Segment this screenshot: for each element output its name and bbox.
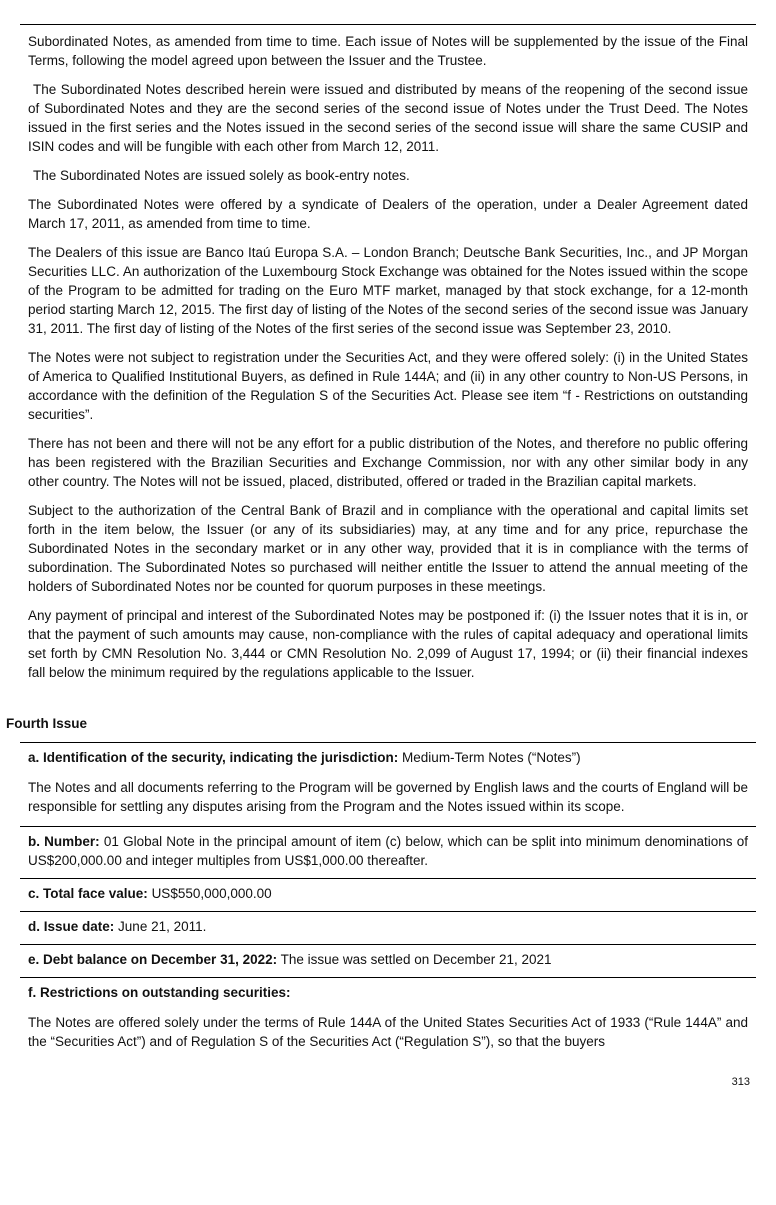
item-row-d xyxy=(20,911,756,944)
paragraph: The Subordinated Notes described herein were issued and distributed by means of the reopening of the second issue of Subordinated Notes and they are the second series of the second issue of Notes under the Trust Deed. The Notes issued in the first series and the Notes issued in the second series of the second issue will share the same CUSIP and ISIN codes and will be fungible with each other from March 12, 2011. xyxy=(28,82,748,154)
item-value: US$550,000,000.00 xyxy=(151,886,272,901)
document-body xyxy=(20,24,756,682)
item-row-b xyxy=(20,826,756,878)
item-value: June 21, 2011. xyxy=(118,919,207,934)
item-label: e. Debt balance on December 31, 2022: xyxy=(28,952,278,967)
paragraph: The Subordinated Notes are issued solely as book-entry notes. xyxy=(33,168,410,183)
page-number: 313 xyxy=(731,1076,750,1088)
item-body: The Notes are offered solely under the terms of Rule 144A of the United States Securities Act of 1933 (“Rule 144A” and the “Securities Act”) and of Regulation S of the Securities Act (“Regulation S”), so that the buyers xyxy=(28,1015,748,1049)
item-label: c. Total face value: xyxy=(28,886,148,901)
paragraph: Subject to the authorization of the Central Bank of Brazil and in compliance with the operational and capital limits set forth in the item below, the Issuer (or any of its subsidiaries) may, at any time and for any price, repurchase the Subordinated Notes in the secondary market or in any other way, provided that it is in compliance with the terms of subordination. The Subordinated Notes so purchased will neither entitle the Issuer to attend the annual meeting of the holders of Subordinated Notes nor be counted for quorum purposes in these meetings. xyxy=(28,503,748,594)
item-label: a. Identification of the security, indicating the jurisdiction: xyxy=(28,750,399,765)
item-value: Medium-Term Notes (“Notes”) xyxy=(402,750,581,765)
item-line xyxy=(28,917,748,936)
paragraph: Subordinated Notes, as amended from time to time. Each issue of Notes will be supplemented by the issue of the Final Terms, following the model agreed upon between the Issuer and the Trustee. xyxy=(28,34,748,68)
item-value: 01 Global Note in the principal amount of item (c) below, which can be split into minimum denominations of US$200,000.00 and integer multiples from US$1,000.00 thereafter. xyxy=(28,834,748,868)
paragraph: There has not been and there will not be any effort for a public distribution of the Notes, and therefore no public offering has been registered with the Brazilian Securities and Exchange Commission, nor with any other similar body in any other country. The Notes will not be issued, placed, distributed, offered or traded in the Brazilian capital markets. xyxy=(28,436,748,489)
top-rule xyxy=(20,24,756,25)
paragraph: The Notes were not subject to registration under the Securities Act, and they were offered solely: (i) in the United States of America to Qualified Institutional Buyers, as defined in Rule 144A; and (ii) in any other country to Non-US Persons, in accordance with the definition of the Regulation S of the Securities Act. Please see item “f - Restrictions on outstanding securities”. xyxy=(28,350,748,422)
item-label: d. Issue date: xyxy=(28,919,115,934)
item-label: f. Restrictions on outstanding securities: xyxy=(28,985,291,1000)
paragraph: Any payment of principal and interest of the Subordinated Notes may be postponed if: (i) the Issuer notes that it is in, or that the payment of such amounts may cause, non-compliance with the rules of capital adequacy and operational limits set forth by CMN Resolution No. 3,444 or CMN Resolution No. 2,099 of August 17, 1994; or (ii) their financial indexes fall below the minimum required by the regulations applicable to the Issuer. xyxy=(28,608,748,680)
section-heading: Fourth Issue xyxy=(6,716,88,731)
issue-items-table xyxy=(20,742,756,1061)
paragraph: The Subordinated Notes were offered by a syndicate of Dealers of the operation, under a Dealer Agreement dated March 17, 2011, as amended from time to time. xyxy=(28,197,748,231)
item-label: b. Number: xyxy=(28,834,100,849)
paragraph: The Dealers of this issue are Banco Itaú Europa S.A. – London Branch; Deutsche Bank Securities, Inc., and JP Morgan Securities LLC. An authorization of the Luxembourg Stock Exchange was obtained for the Notes issued within the scope of the Program to be admitted for trading on the Euro MTF market, managed by that stock exchange, for a 12-month period starting March 12, 2015. The first day of listing of the Notes of the second series of the second issue was January 31, 2011. The first day of listing of the Notes of the first series of the second issue was September 23, 2010. xyxy=(28,245,748,336)
item-value: The issue was settled on December 21, 2021 xyxy=(280,952,552,967)
item-row-f xyxy=(20,977,756,1061)
item-line xyxy=(28,950,748,969)
item-line xyxy=(28,884,748,903)
item-row-c xyxy=(20,878,756,911)
item-body: The Notes and all documents referring to the Program will be governed by English laws and the courts of England will be responsible for settling any disputes arising from the Program and the Notes issued within its scope. xyxy=(28,780,748,814)
item-line xyxy=(28,832,748,870)
item-row-a xyxy=(20,742,756,826)
item-row-e xyxy=(20,944,756,977)
item-line xyxy=(28,983,748,1002)
item-line xyxy=(28,748,748,767)
